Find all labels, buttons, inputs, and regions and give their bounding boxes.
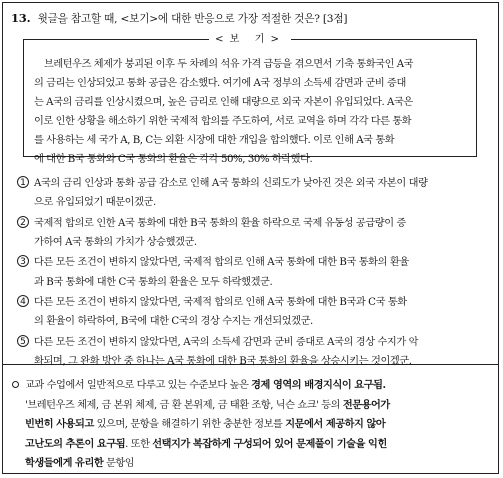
commentary-line [25, 396, 489, 416]
commentary-emphasis: 학생들에게 유리한 [25, 457, 104, 470]
question-number: 13. [11, 11, 31, 25]
commentary-emphasis: 경제 영역의 배경지식이 요구됨. [251, 379, 386, 391]
commentary-text: 교과 수업에서 일반적으로 다루고 있는 수준보다 높은 [25, 380, 252, 391]
bogi-line: 의 금리는 인상되었고 통화 공급은 감소했다. 여기에 A국 정부의 소득세 감면과 군비 증대 [34, 78, 406, 90]
commentary-line [25, 435, 489, 455]
choice-line: 과 B국 통화에 대한 C국 통화의 환율은 모두 하락했겠군. [34, 276, 273, 288]
choice-list [17, 174, 489, 373]
bogi-body [34, 55, 467, 170]
commentary-emphasis: 지문에서 제공하지 않아 [285, 418, 386, 431]
bogi-line: 는 A국의 금리를 인상시켰으며, 높은 금리로 인해 대량으로 외국 자본이 유입되었다. A국은 [34, 97, 413, 109]
choice-line: 으로 유입되었기 때문이겠군. [34, 197, 156, 209]
question-stem [11, 11, 347, 26]
choice-line: 다른 모든 조건이 변하지 않았다면, 국제적 합의로 인해 A국 통화에 대한 B국 통화의 환율 [34, 257, 409, 269]
page-frame [2, 2, 499, 474]
question-text: 윗글을 참고할 때, <보기>에 대한 반응으로 가장 적절한 것은? [3점] [37, 13, 348, 25]
bogi-line: 에 대한 B국 통화와 C국 통화의 환율은 각각 50%, 30% 하락했다. [34, 154, 313, 166]
choice-number: 2 [17, 216, 29, 228]
choice-line: 의 환율이 하락하여, B국에 대한 C국의 경상 수지는 개선되었겠군. [34, 316, 313, 328]
circle-bullet-icon [12, 381, 19, 388]
bogi-box [23, 34, 477, 166]
bogi-line: 이로 인한 상황을 해소하기 위한 국제적 합의를 주도하여, 서로 교역을 하며 각각 다른 통화 [34, 116, 412, 128]
choice-line: 다른 모든 조건이 변하지 않았다면, A국의 소득세 감면과 군비 증대로 A국의 경상 수지가 악 [34, 336, 419, 348]
choice-5[interactable] [17, 333, 489, 371]
commentary-text: 있으며, 문항을 해결하기 위한 충분한 정보를 [93, 419, 286, 431]
choice-number: 5 [17, 335, 29, 347]
choice-line: A국의 금리 인상과 통화 공급 감소로 인해 A국 통화의 신뢰도가 낮아진 것은 외국 자본이 대량 [34, 178, 428, 189]
bogi-title: <보 기> [209, 34, 291, 45]
commentary-emphasis: 전문용어가 [342, 398, 390, 411]
commentary-emphasis: 선택지가 복잡하게 구성되어 있어 문제풀이 기술을 익힌 [152, 437, 387, 450]
bogi-line: 를 사용하는 세 국가 A, B, C는 외환 시장에 대한 개입을 합의했다. 이로 인해 A국 통화 [34, 135, 395, 147]
commentary-text: . 또한 [125, 438, 153, 450]
choice-3[interactable] [17, 253, 489, 291]
commentary-line [25, 376, 489, 396]
commentary-emphasis: 빈번히 사용되고 [25, 418, 94, 431]
bogi-line: 브레턴우즈 체제가 붕괴된 이후 두 차례의 석유 가격 급등을 겪으면서 기축 통화국인 A국 [44, 59, 414, 70]
commentary-line [25, 454, 489, 474]
choice-number: 4 [17, 295, 29, 307]
commentary-section [11, 376, 489, 474]
commentary-body [11, 376, 489, 474]
choice-line: 국제적 합의로 인한 A국 통화에 대한 B국 통화의 환율 하락으로 국제 유동성 공급량이 증 [34, 217, 406, 229]
commentary-line [25, 415, 489, 435]
commentary-text: 문항임 [103, 458, 135, 470]
choice-line: 가하여 A국 통화의 가치가 상승했겠군. [34, 236, 197, 248]
commentary-emphasis: 고난도의 추론이 요구됨 [25, 437, 126, 450]
choice-number: 3 [17, 255, 29, 267]
choice-2[interactable] [17, 214, 489, 252]
commentary-text: '브레턴우즈 체제, 금 본위 체제, 금 환 본위제, 금 태환 조항, 닉슨 쇼크' 등의 [25, 399, 343, 411]
choice-1[interactable] [17, 174, 489, 212]
choice-line: 화되며, 그 완화 방안 중 하나는 A국 통화에 대한 B국 통화의 환율을 상승시키는 것이겠군. [34, 356, 412, 368]
question-box [3, 3, 498, 368]
choice-line: 다른 모든 조건이 변하지 않았다면, 국제적 합의로 인해 A국 통화에 대한 B국과 C국 통화 [34, 297, 407, 309]
choice-number: 1 [17, 176, 29, 188]
choice-4[interactable] [17, 293, 489, 331]
